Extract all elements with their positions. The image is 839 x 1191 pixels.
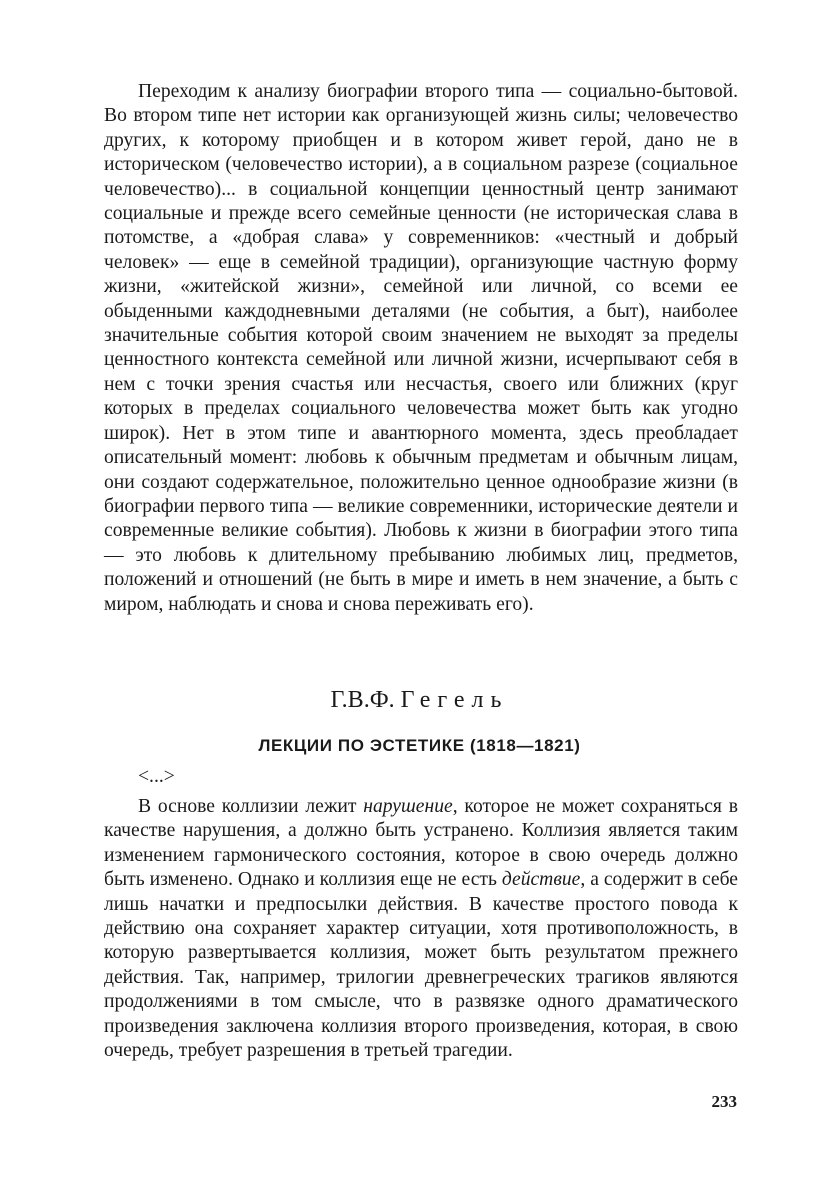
paragraph-collision-part-2: , которое не может сохраняться в качестве нарушения, а должно быть устранено. Коллизия является таким изменением гармонического состояния, которое в свою очередь должно быть изменено. Однако и коллизия еще не есть [104, 796, 738, 891]
paragraph-collision-part-1: В основе коллизии лежит [138, 796, 364, 817]
text-block-2 [104, 795, 738, 1063]
emphasis-action: действие [501, 869, 581, 891]
emphasis-violation: нарушение [363, 796, 453, 817]
paragraph-collision [104, 795, 738, 1063]
page-number: 233 [711, 1092, 737, 1111]
work-title: ЛЕКЦИИ ПО ЭСТЕТИКЕ (1818—1821) [258, 736, 581, 755]
text-block-1 [104, 80, 738, 617]
omission-mark: <...> [138, 766, 175, 787]
author-lastname: Гегель [400, 687, 509, 713]
paragraph-biography: Переходим к анализу биографии второго типа — социально-бытовой. Во втором типе нет истории как организующей жизнь силы; человечество других, к которому приобщен и в котором живет герой, дано не в историческом (человечество истории), а в социальном разрезе (социальное человечество)... в социальной концепции ценностный центр занимают социальные и прежде всего семейные ценности (не историческая слава в потомстве, а «добрая слава» у современников: «честный и добрый человек» — еще в семейной традиции), организующие частную форму жизни, «житейской жизни», семейной или личной, со всеми ее обыденными каждодневными деталями (не события, а быт), наиболее значительные события которой своим значением не выходят за пределы ценностного контекста семейной или личной жизни, исчерпывают себя в нем с точки зрения счастья или несчастья, своего или ближних (круг которых в пределах социального человечества может быть как угодно широк). Нет в этом типе и авантюрного момента, здесь преобладает описательный момент: любовь к обычным предметам и обычным лицам, они создают содержательное, положительно ценное однообразие жизни (в биографии первого типа — великие современники, исторические деятели и современные великие события). Любовь к жизни в биографии этого типа — это любовь к длительному пребыванию любимых лиц, предметов, положений и отношений (не быть в мире и иметь в нем значение, а быть с миром, наблюдать и снова и снова переживать его). [104, 81, 738, 615]
author-heading [0, 685, 839, 715]
author-initials: Г.В.Ф. [330, 687, 395, 713]
paragraph-collision-part-3: , а содержит в себе лишь начатки и предпосылки действия. В качестве простого повода к действию она сохраняет характер ситуации, хотя противоположность, в которую развертывается коллизия, может быть результатом прежнего действия. Так, например, трилогии древнегреческих трагиков являются продолжениями в том смысле, что в развязке одного драматического произведения заключена коллизия второго произведения, которая, в свою очередь, требует разрешения в третьей трагедии. [104, 869, 738, 1062]
